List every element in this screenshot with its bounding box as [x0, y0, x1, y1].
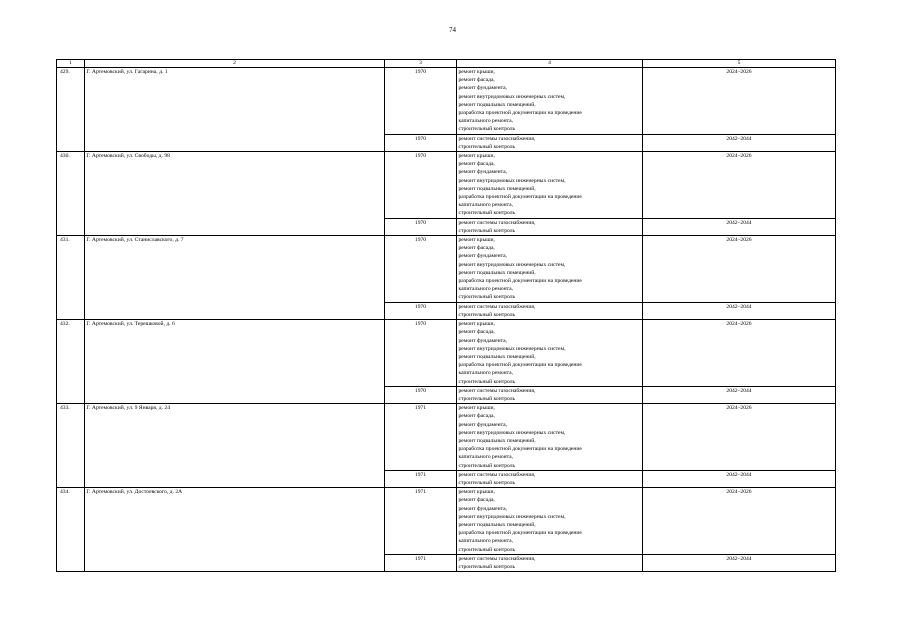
- row-number: 434.: [57, 488, 85, 572]
- year-cell: 1970: [385, 302, 457, 319]
- year-cell: 1970: [385, 236, 457, 303]
- period-cell: 2042–2044: [643, 386, 836, 403]
- period-cell: 2024–2026: [643, 404, 836, 471]
- column-header-5: 5: [643, 60, 836, 68]
- work-item: ремонт внутридомовых инженерных систем,: [458, 513, 566, 520]
- column-header-4: 4: [457, 60, 643, 68]
- works-cell: [457, 134, 643, 151]
- work-item: ремонт фасада,: [458, 161, 495, 168]
- work-item: капитального ремонта,: [458, 370, 514, 377]
- work-item: разработка проектной документации на проведение: [458, 278, 582, 285]
- table-row: [57, 152, 836, 219]
- work-item: капитального ремонта,: [458, 538, 514, 545]
- work-item: ремонт фундамента,: [458, 169, 507, 176]
- year-cell: 1971: [385, 488, 457, 555]
- work-item: ремонт подвальных помещений,: [458, 437, 536, 444]
- address-cell: Г. Артемовский, ул. Достоевского, д. 2А: [85, 488, 385, 572]
- year-cell: 1970: [385, 218, 457, 235]
- work-item: ремонт крыши,: [458, 153, 495, 160]
- work-item: строительный контроль: [458, 563, 516, 570]
- work-item: строительный контроль: [458, 546, 516, 553]
- work-item: ремонт системы газоснабжения,: [458, 471, 536, 478]
- table-row: [57, 68, 836, 135]
- table-row: [57, 488, 836, 555]
- work-item: ремонт подвальных помещений,: [458, 353, 536, 360]
- work-item: ремонт фасада,: [458, 329, 495, 336]
- works-cell: [457, 320, 643, 387]
- works-cell: [457, 302, 643, 319]
- repair-schedule-table: [56, 59, 836, 572]
- year-cell: 1971: [385, 470, 457, 487]
- period-cell: 2024–2026: [643, 320, 836, 387]
- work-item: ремонт внутридомовых инженерных систем,: [458, 177, 566, 184]
- works-cell: [457, 68, 643, 135]
- work-item: ремонт крыши,: [458, 237, 495, 244]
- work-item: ремонт фундамента,: [458, 505, 507, 512]
- page-number: 74: [449, 26, 456, 34]
- table-row: [57, 320, 836, 387]
- year-cell: 1970: [385, 68, 457, 135]
- address-cell: Г. Артемовский, ул. 9 Января, д. 24: [85, 404, 385, 488]
- table-row: [57, 404, 836, 471]
- work-item: строительный контроль: [458, 210, 516, 217]
- works-cell: [457, 554, 643, 571]
- work-item: ремонт системы газоснабжения,: [458, 555, 536, 562]
- work-item: ремонт фасада,: [458, 413, 495, 420]
- work-item: строительный контроль: [458, 294, 516, 301]
- row-number: 429.: [57, 68, 85, 152]
- works-cell: [457, 404, 643, 471]
- address-cell: Г. Артемовский, ул. Станиславского, д. 7: [85, 236, 385, 320]
- address-cell: Г. Артемовский, ул. Свободы, д. 98: [85, 152, 385, 236]
- work-item: капитального ремонта,: [458, 286, 514, 293]
- work-item: строительный контроль: [458, 462, 516, 469]
- work-item: ремонт фундамента,: [458, 337, 507, 344]
- work-item: ремонт крыши,: [458, 69, 495, 75]
- year-cell: 1970: [385, 134, 457, 151]
- row-number: 430.: [57, 152, 85, 236]
- work-item: разработка проектной документации на проведение: [458, 530, 582, 537]
- work-item: разработка проектной документации на проведение: [458, 362, 582, 369]
- works-cell: [457, 386, 643, 403]
- table-body: [57, 68, 836, 572]
- column-header-3: 3: [385, 60, 457, 68]
- work-item: капитального ремонта,: [458, 202, 514, 209]
- period-cell: 2042–2044: [643, 134, 836, 151]
- work-item: строительный контроль: [458, 143, 516, 150]
- work-item: ремонт фасада,: [458, 245, 495, 252]
- column-header-1: 1: [57, 60, 85, 68]
- year-cell: 1970: [385, 152, 457, 219]
- year-cell: 1970: [385, 320, 457, 387]
- work-item: капитального ремонта,: [458, 454, 514, 461]
- work-item: ремонт крыши,: [458, 405, 495, 412]
- work-item: капитального ремонта,: [458, 118, 514, 125]
- work-item: строительный контроль: [458, 311, 516, 318]
- period-cell: 2024–2026: [643, 152, 836, 219]
- table-header-row: [57, 60, 836, 68]
- work-item: ремонт системы газоснабжения,: [458, 387, 536, 394]
- work-item: ремонт системы газоснабжения,: [458, 303, 536, 310]
- work-item: ремонт подвальных помещений,: [458, 269, 536, 276]
- work-item: строительный контроль: [458, 227, 516, 234]
- period-cell: 2042–2044: [643, 554, 836, 571]
- work-item: строительный контроль: [458, 378, 516, 385]
- period-cell: 2042–2044: [643, 302, 836, 319]
- work-item: ремонт подвальных помещений,: [458, 521, 536, 528]
- year-cell: 1971: [385, 404, 457, 471]
- period-cell: 2024–2026: [643, 236, 836, 303]
- address-cell: Г. Артемовский, ул. Терешковой, д. 6: [85, 320, 385, 404]
- row-number: 431.: [57, 236, 85, 320]
- work-item: ремонт фундамента,: [458, 421, 507, 428]
- period-cell: 2024–2026: [643, 68, 836, 135]
- work-item: ремонт фасада,: [458, 77, 495, 84]
- row-number: 433.: [57, 404, 85, 488]
- work-item: ремонт фасада,: [458, 497, 495, 504]
- period-cell: 2042–2044: [643, 218, 836, 235]
- work-item: разработка проектной документации на проведение: [458, 110, 582, 117]
- work-item: ремонт системы газоснабжения,: [458, 135, 536, 142]
- work-item: ремонт подвальных помещений,: [458, 185, 536, 192]
- work-item: ремонт крыши,: [458, 489, 495, 496]
- work-item: разработка проектной документации на проведение: [458, 446, 582, 453]
- works-cell: [457, 488, 643, 555]
- year-cell: 1971: [385, 554, 457, 571]
- work-item: ремонт фундамента,: [458, 253, 507, 260]
- work-item: ремонт внутридомовых инженерных систем,: [458, 429, 566, 436]
- works-cell: [457, 152, 643, 219]
- table-row: [57, 236, 836, 303]
- work-item: ремонт внутридомовых инженерных систем,: [458, 345, 566, 352]
- work-item: ремонт системы газоснабжения,: [458, 219, 536, 226]
- address-cell: Г. Артемовский, ул. Гагарина, д. 1: [85, 68, 385, 152]
- work-item: ремонт подвальных помещений,: [458, 101, 536, 108]
- works-cell: [457, 236, 643, 303]
- work-item: ремонт фундамента,: [458, 85, 507, 92]
- column-header-2: 2: [85, 60, 385, 68]
- work-item: ремонт внутридомовых инженерных систем,: [458, 261, 566, 268]
- period-cell: 2024–2026: [643, 488, 836, 555]
- row-number: 432.: [57, 320, 85, 404]
- year-cell: 1970: [385, 386, 457, 403]
- work-item: строительный контроль: [458, 126, 516, 133]
- works-cell: [457, 470, 643, 487]
- period-cell: 2042–2044: [643, 470, 836, 487]
- work-item: ремонт крыши,: [458, 321, 495, 328]
- work-item: разработка проектной документации на проведение: [458, 194, 582, 201]
- work-item: строительный контроль: [458, 395, 516, 402]
- work-item: строительный контроль: [458, 479, 516, 486]
- works-cell: [457, 218, 643, 235]
- work-item: ремонт внутридомовых инженерных систем,: [458, 93, 566, 100]
